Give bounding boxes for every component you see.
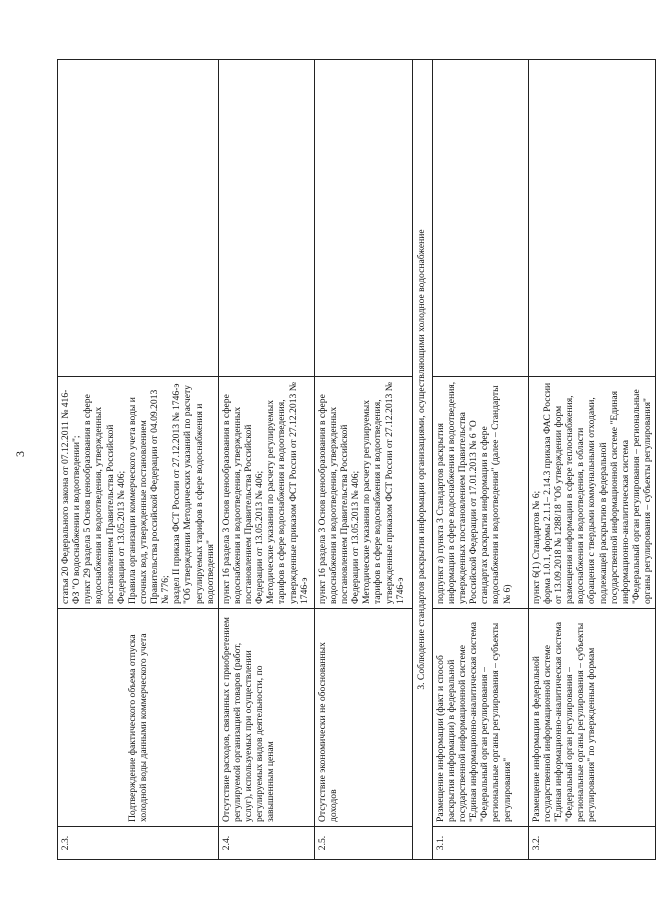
result-cell: [432, 60, 528, 377]
table-row-2-5: [314, 60, 412, 860]
requirements-table: [57, 59, 656, 860]
legal-basis-cell: [314, 377, 412, 609]
basis-line: пункт 6(1) Стандартов № 6;: [530, 490, 542, 604]
row-number: 2.5.: [314, 827, 412, 860]
result-cell: [528, 60, 655, 377]
section-3-title: 3. Соблюдение стандартов раскрытия информации организациями, осуществляющими холодное водоснабжение: [412, 60, 432, 860]
row-number: 2.4.: [218, 827, 314, 860]
requirement-cell: Размещение информации (факт и способ раскрытия информации) в федеральной государственной информационной системе "Единая информационно-аналитическая система "Федеральный орган регулирования – региональные органы регулирования – субъекты регулирования": [432, 609, 528, 827]
basis-line: пункт 29 раздела 5 Основ ценообразования в сфере водоснабжения и водоотведения, утвержденных постановлением Правительства Российской Федерации от 13.05.2013 № 406;: [82, 394, 127, 604]
page-number: 3: [13, 451, 27, 457]
legal-basis-cell: [58, 377, 219, 609]
row-number: 3.1.: [432, 827, 528, 860]
basis-line: форма 1.0.1, формы 2.1.1– 2.14.3 приказа ФАС России от 13.09.2018 № 1288/18 "Об утверждении форм размещения информации в сфере теплоснабжения, водоснабжения и водоотведения, в области обращения с твердыми коммунальными отходами, подлежащей раскрытию в федеральной государственной информационной системе "Единая информационно-аналитическая система "Федеральный орган регулирования – региональные органы регулирования – субъекты регулирования": [541, 382, 653, 604]
legal-basis-cell: [218, 377, 314, 609]
result-cell: [58, 60, 219, 377]
basis-line: пункт 16 раздела 3 Основ ценообразования в сфере водоснабжения и водоотведения, утвержденных постановлением Правительства Российской Федерации от 13.05.2013 № 406;: [220, 394, 266, 604]
requirement-cell: Отсутствие экономически не обоснованных доходов: [314, 609, 412, 827]
table-row-3-1: [432, 60, 528, 860]
table-row-3-2: [528, 60, 655, 860]
row-number: 3.2.: [528, 827, 655, 860]
basis-line: Методические указания по расчету регулируемых тарифов в сфере водоснабжения и водоотведения, утвержденные приказом ФСТ России от 27.12.2013 № 1746-э: [361, 382, 406, 604]
requirement-cell: Размещение информации в федеральной государственной информационной системе "Единая информационно-аналитическая система "Федеральный орган регулирования – региональные органы регулирования – субъекты регулирования" по утвержденным формам: [528, 609, 655, 827]
basis-line: раздел II приказа ФСТ России от 27.12.2013 № 1746-э "Об утверждении Методических указаний по расчету регулируемых тарифов в сфере водоснабжения и водоотведения": [171, 383, 216, 604]
basis-line: статья 20 Федерального закона от 07.12.2011 № 416-ФЗ "О водоснабжении и водоотведении";: [60, 389, 83, 604]
table-row-2-4: [218, 60, 314, 860]
row-number: 2.3.: [58, 827, 219, 860]
result-cell: [314, 60, 412, 377]
requirement-cell: Подтверждение фактического объема отпуска холодной воды данными коммерческого учета: [58, 609, 219, 827]
basis-line: Правила организации коммерческого учета воды и сточных вод, утвержденные постановлением Правительства российской Федерации от 04.09.2013 № 776;: [126, 389, 172, 604]
basis-line: Методические указания по расчету регулируемых тарифов в сфере водоснабжения и водоотведения, утвержденные приказом ФСТ России от 27.12.2013 № 1746-э: [265, 382, 310, 604]
basis-line: пункт 16 раздела 3 Основ ценообразования в сфере водоснабжения и водоотведения, утвержденных постановлением Правительства Российской Федерации от 13.05.2013 № 406;: [316, 394, 362, 604]
table-row-2-3: [58, 60, 219, 860]
section-header-row: [412, 60, 432, 860]
result-cell: [218, 60, 314, 377]
rotated-table-sheet: [57, 60, 653, 860]
requirement-cell: Отсутствие расходов, связанных с приобретением регулируемой организацией товаров (работ, услуг), используемых при осуществлении регулируемых видов деятельности, по завышенным ценам: [218, 609, 314, 827]
legal-basis-cell: подпункт а) пункта 3 Стандартов раскрытия информации в сфере водоснабжения и водоотведения, утвержденных постановлением Правительства Российской Федерации от 17.01.2013 № 6 "О стандартах раскрытия информации в сфере водоснабжения и водоотведения" (далее – Стандарты № 6): [432, 377, 528, 609]
legal-basis-cell: [528, 377, 655, 609]
